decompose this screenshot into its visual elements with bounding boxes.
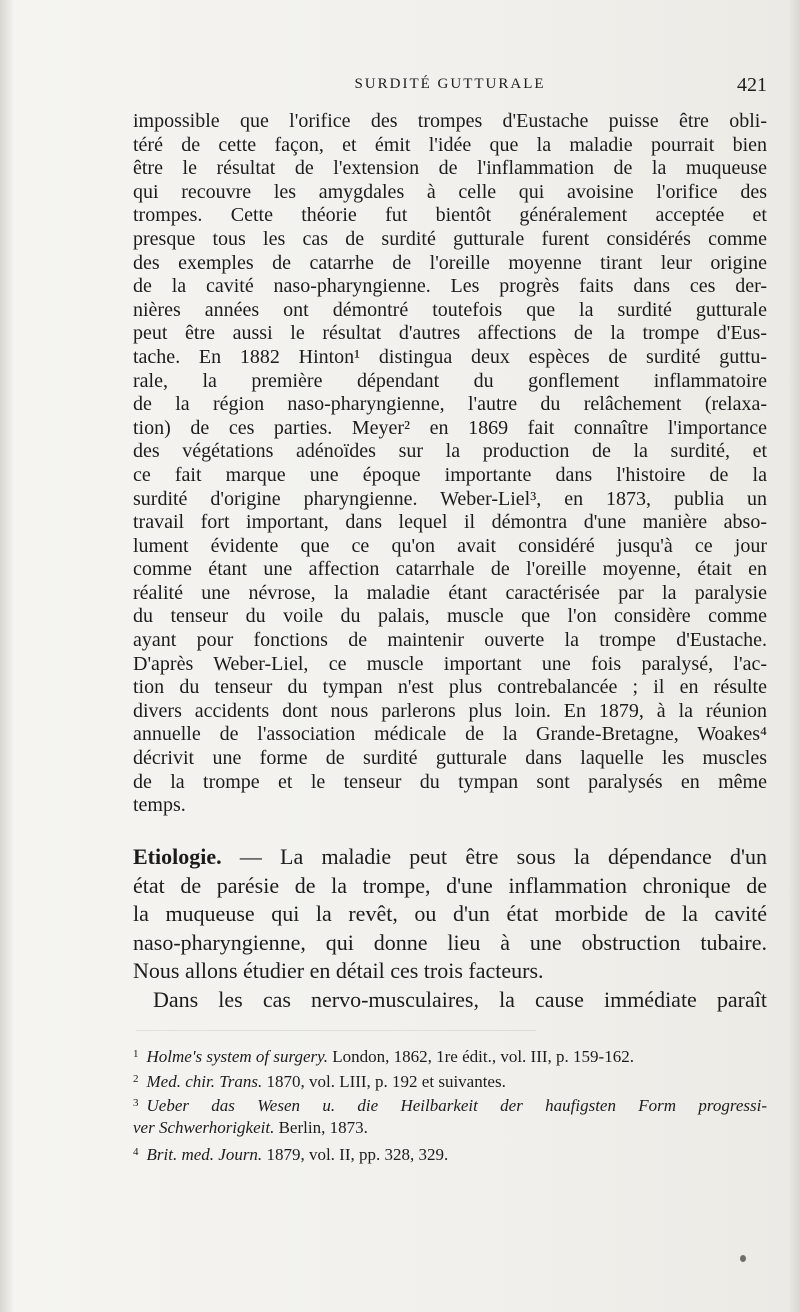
text-line: annuelle de l'association médicale de la Grande-Bretagne, Woakes⁴: [133, 723, 767, 746]
section-first-line: [133, 843, 767, 872]
footnote-separator: [136, 1030, 536, 1031]
text-line: réalité une névrose, la maladie étant caractérisée par la paralysie: [133, 581, 767, 604]
section-etiologie: [133, 843, 767, 1015]
footnote: [133, 1091, 767, 1116]
paragraph-history: [133, 110, 767, 818]
page-header: [133, 74, 767, 98]
text-line: lument évidente que ce qu'on avait considéré jusqu'à ce jour: [133, 534, 767, 557]
footnote-detail: 1870, vol. LIII, p. 192 et suivantes.: [262, 1071, 506, 1091]
text-line: temps.: [133, 794, 186, 817]
text-line: tache. En 1882 Hinton¹ distingua deux espèces de surdité guttu-: [133, 345, 767, 368]
footnote-detail: Berlin, 1873.: [274, 1117, 368, 1137]
text-line: être le résultat de l'extension de l'inflammation de la muqueuse: [133, 157, 767, 180]
text-line: ayant pour fonctions de maintenir ouverte la trompe d'Eustache.: [133, 629, 767, 652]
footnote-title: Holme's system of surgery.: [146, 1047, 328, 1066]
text-line: téré de cette façon, et émit l'idée que la maladie pourrait bien: [133, 133, 767, 156]
text-line: — La maladie peut être sous la dépendance d'un: [221, 844, 767, 869]
text-line: travail fort important, dans lequel il démontra d'une manière abso-: [133, 511, 767, 534]
text-line: du tenseur du voile du palais, muscle que l'on considère comme: [133, 605, 767, 628]
text-line: rale, la première dépendant du gonflement inflammatoire: [133, 369, 767, 392]
footnote: [133, 1042, 767, 1067]
text-line: tion du tenseur du tympan n'est plus contrebalancée ; il en résulte: [133, 676, 767, 699]
footnote-title: Brit. med. Journ.: [146, 1145, 263, 1164]
text-line: naso-pharyngienne, qui donne lieu à une obstruction tubaire.: [133, 929, 767, 955]
footnote-mark: 2: [133, 1072, 139, 1085]
text-line: des végétations adénoïdes sur la production de la surdité, et: [133, 440, 767, 463]
text-line: D'après Weber-Liel, ce muscle important une fois paralysé, l'ac-: [133, 652, 767, 675]
text-line: de la région naso-pharyngienne, l'autre du relâchement (relaxa-: [133, 393, 767, 416]
page-edge-left: [0, 0, 14, 1312]
text-line: presque tous les cas de surdité gutturale furent considérés comme: [133, 227, 767, 250]
text-line: peut être aussi le résultat d'autres affections de la trompe d'Eus-: [133, 322, 767, 345]
footnotes: [133, 1042, 767, 1165]
text-line: de la cavité naso-pharyngienne. Les progrès faits dans ces der-: [133, 275, 767, 298]
text-line: qui recouvre les amygdales à celle qui avoisine l'orifice des: [133, 180, 767, 203]
text-line: trompes. Cette théorie fut bientôt généralement acceptée et: [133, 204, 767, 227]
footnote-detail: 1879, vol. II, pp. 328, 329.: [262, 1145, 449, 1164]
text-line: de la trompe et le tenseur du tympan sont paralysés en même: [133, 770, 767, 793]
section-heading: Etiologie.: [133, 844, 222, 869]
text-line: impossible que l'orifice des trompes d'Eustache puisse être obli-: [133, 110, 767, 132]
text-line: ce fait marque une époque importante dans l'histoire de la: [133, 463, 767, 486]
footnote: [133, 1140, 767, 1165]
page-edge-right: [788, 0, 800, 1312]
ink-spot: [740, 1255, 746, 1262]
footnote-detail: London, 1862, 1re édit., vol. III, p. 159-162.: [328, 1047, 634, 1066]
text-line: des exemples de catarrhe de l'oreille moyenne tirant leur origine: [133, 251, 767, 274]
text-line: décrivit une forme de surdité gutturale dans laquelle les muscles: [133, 747, 767, 770]
text-line: comme étant une affection catarrhale de l'oreille moyenne, était en: [133, 558, 767, 581]
text-line: nières années ont démontré toutefois que la surdité gutturale: [133, 298, 767, 321]
text-line: état de parésie de la trompe, d'une inflammation chronique de: [133, 872, 767, 898]
footnote-mark: 3: [133, 1097, 139, 1109]
footnote: [133, 1067, 767, 1092]
running-head: SURDITÉ GUTTURALE: [354, 76, 546, 92]
text-line: Nous allons étudier en détail ces trois facteurs.: [133, 958, 544, 984]
text-line: la muqueuse qui la revêt, ou d'un état morbide de la cavité: [133, 901, 767, 927]
footnote-mark: 4: [133, 1146, 139, 1158]
footnote-mark: 1: [133, 1048, 139, 1060]
text-line: tion) de ces parties. Meyer² en 1869 fait connaître l'importance: [133, 416, 767, 439]
text-line: divers accidents dont nous parlerons plus loin. En 1879, à la réunion: [133, 699, 767, 722]
footnote-title: ver Schwerhorigkeit.: [133, 1117, 275, 1137]
footnote-title: Ueber das Wesen u. die Heilbarkeit der haufigsten Form progressi-: [146, 1096, 767, 1115]
page-number: 421: [737, 74, 767, 96]
footnote-continuation: [133, 1116, 767, 1141]
text-line: Dans les cas nervo-musculaires, la cause immédiate paraît: [153, 986, 767, 1012]
text-line: surdité d'origine pharyngienne. Weber-Liel³, en 1873, publia un: [133, 487, 767, 510]
footnote-title: Med. chir. Trans.: [146, 1071, 263, 1091]
